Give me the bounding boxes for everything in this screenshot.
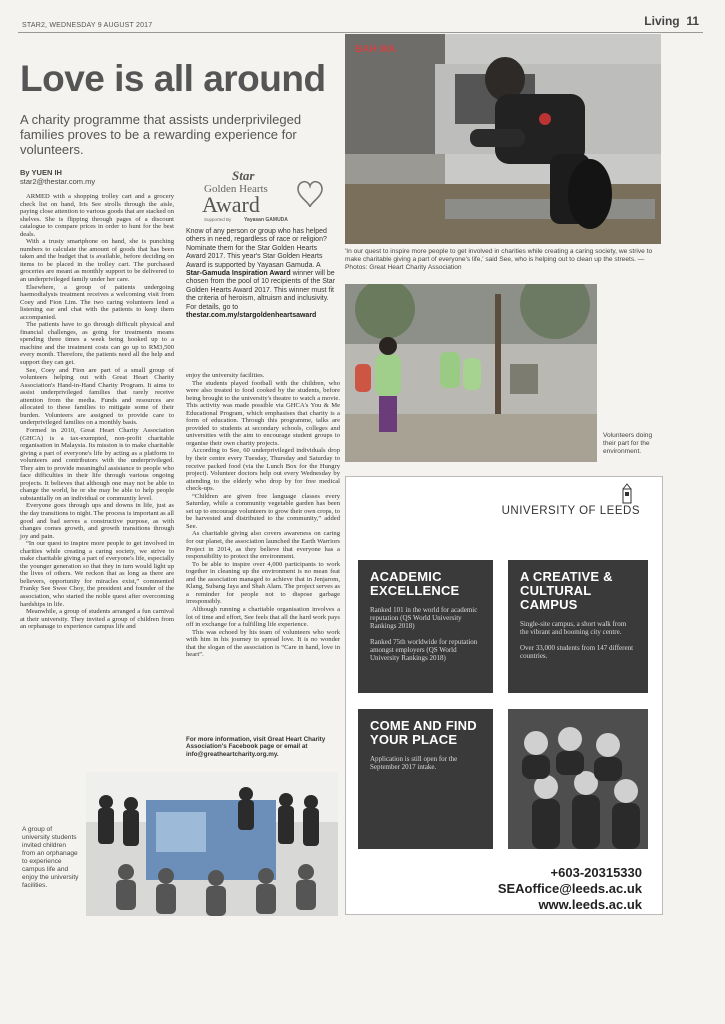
paragraph: “In our quest to inspire more people to get involved in charities while creating a caring society, we strive to make charitable giving a part of everyone's life, especially the younger generation so that they in turn would light up the lives of others. We reckon that as long as there are believers, opportunity for miracles exist,” commented Franky See Swee Choy, the president and founder of the association, who started the noble quest after overcoming hardships in life. xyxy=(20,540,174,608)
paragraph: With a trusty smartphone on hand, she is punching numbers to calculate the amount of goods that has been taken and the budget that is available, before deciding on items to be placed in the trolley cart. The purchased groceries are meant as monthly support to be delivered to an underprivileged family under her care. xyxy=(20,238,174,284)
tile-title: ACADEMIC EXCELLENCE xyxy=(370,569,460,598)
tile-text: Ranked 75th worldwide for reputation amongst employers (QS World University Rankings 2018) xyxy=(370,638,478,662)
bottom-photo-caption: A group of university students invited children from an orphanage to experience campus life and enjoy the university facilities. xyxy=(22,826,79,889)
students-children-photo xyxy=(86,772,338,916)
paragraph: Although running a charitable organisation involves a lot of time and effort, See feels that all the hard work pays off in exchange for a fulfilling life experience. xyxy=(186,605,340,629)
top-photo-caption: 'In our quest to inspire more people to get involved in charities while creating a caring society, we strive to make charitable giving a part of everyone's life,' said See, who is helping out to clean up the streets. — Photos: Great Heart Charity Association xyxy=(345,248,653,271)
academic-excellence-tile xyxy=(358,560,493,693)
section-label: Living 11 xyxy=(644,14,699,28)
award-logo-line1: Golden Hearts xyxy=(204,183,268,195)
byline-email: star2@thestar.com.my xyxy=(20,177,96,186)
header-rule xyxy=(18,32,703,33)
page-number: 11 xyxy=(686,14,699,28)
tile-text: Application is still open for the September 2017 intake. xyxy=(370,755,458,771)
photo-sign-text: BAH WA xyxy=(355,44,396,55)
edition-line: STAR2, WEDNESDAY 9 AUGUST 2017 xyxy=(22,22,153,29)
award-logo-supported: Supported By xyxy=(204,217,232,222)
tile-title: A CREATIVE & CULTURAL CAMPUS xyxy=(520,569,613,612)
paragraph: This was echoed by his team of volunteers who work with him in his journey to spread love. It is no wonder that the slogan of the association is “Care in hand, love in heart”. xyxy=(186,628,340,659)
paragraph: The patients have to go through difficult physical and financial challenges, as going for treatments means spending three times a week being hooked up to a machine and the treatment costs can go up to RM3,500 every month. Therefore, the patients need all the help and support they can get. xyxy=(20,321,174,367)
award-logo-line2: Award xyxy=(202,192,260,217)
university-of-leeds-ad xyxy=(345,476,663,915)
paragraph: enjoy the university facilities. xyxy=(186,372,265,379)
paragraph: Everyone goes through ups and downs in life, just as the day transitions to night. The process is important as all good and bad serves a constructive purpose, as with changes comes growth, and growth transitions through joy and pain. xyxy=(20,502,174,540)
golden-hearts-award-logo xyxy=(186,167,336,225)
byline: By YUEN IH star2@thestar.com.my xyxy=(20,168,96,186)
heart-icon xyxy=(298,182,322,207)
ad-phone: +603-20315330 xyxy=(550,865,642,880)
street-cleanup-photo xyxy=(345,34,661,244)
standfirst: A charity programme that assists underprivileged families proves to be a rewarding experience for volunteers. xyxy=(20,112,302,157)
headline: Love is all around xyxy=(20,58,326,99)
leeds-logo-text: UNIVERSITY OF LEEDS xyxy=(501,505,640,517)
ad-email[interactable]: SEAoffice@leeds.ac.uk xyxy=(497,881,642,896)
students-photo xyxy=(508,709,648,849)
paragraph: According to See, 60 underprivileged individuals drop by their centre every Tuesday, Thursday and Saturday to receive packed food (via the Lunch Box for the Hungry project). Volunteer doctors help out every Wednesday by attending to the elderly who drop by for free medical check-ups. xyxy=(186,447,340,493)
ad-website[interactable]: www.leeds.ac.uk xyxy=(538,897,642,912)
paragraph: “Children are given free language classes every Saturday, while a community vegetable garden has been set up to encourage volunteers to grow their own crops, to be harvested and distributed to the community,” added See. xyxy=(186,492,340,530)
paragraph: Meanwhile, a group of students arranged a fun carnival at their university. They invited a group of children from an orphanage to experience campus life and xyxy=(20,608,174,631)
paragraph: To be able to inspire over 4,000 participants to work together in cleaning up the environment is no mean feat and the association managed to achieve that in Jenjarom, Klang, Subang Jaya and Shah Alam. The project serves as a reminder for people not to dispose garbage irresponsibly. xyxy=(186,560,340,606)
find-your-place-tile xyxy=(358,709,493,849)
paragraph: Elsewhere, a group of patients undergoing haemodialysis treatment receives a welcoming visit from Coey and Fion Lim. The two caring volunteers lend a listening ear and chat with the patients to keep them accompanied. xyxy=(20,283,174,321)
award-description: Know of any person or group who has helped others in need, regardless of race or religion? Nominate them for the Star Golden Hearts Award 2017. This year's Star Golden Hearts Award is supported by Yayasan Gamuda. A Star-Gamuda Inspiration Award winner will be chosen from the pool of 10 recipients of the Star Golden Hearts Award 2017. This winner must fit the criteria of heroism, altruism and inclusivity. For details, go to thestar.com.my/stargoldenheartsaward xyxy=(186,228,336,320)
leeds-crest-icon xyxy=(616,483,638,505)
paragraph: ARMED with a shopping trolley cart and a grocery check list on hand, Iris See strolls through the aisle, paying close attention to various goods that are stacked on shelves. She is flipping through pages of a discount catalogue to compare prices in order to hunt for the best deals. xyxy=(20,193,174,238)
tile-text: Ranked 101 in the world for academic reputation (QS World University Rankings 2018) xyxy=(370,606,478,630)
middle-photo-caption: Volunteers doing their part for the environment. xyxy=(603,432,653,455)
paragraph: The students played football with the children, who were also treated to food cooked by the students, before being brought to the university's theatre to watch a movie. This activity was made possible via GHCA's You & Me Educational Program, which emphasises that charity is a form of education. Through this programme, talks are provided to students at secondary schools, colleges and universities with the aim to encourage student groups to organise their own charity projects. xyxy=(186,379,340,447)
volunteers-photo xyxy=(345,284,597,462)
paragraph: See, Coey and Fion are part of a small group of volunteers helping out with Great Heart Charity Association's Hand-in-Hand Charity Program. It aims to assist underprivileged families that rarely receive attention from the media. Funds and resources are allocated to these families to mitigate some of their burden. Volunteers are assigned to provide care to underprivileged families on a monthly basis. xyxy=(20,366,174,427)
paragraph: Formed in 2010, Great Heart Charity Association (GHCA) is a tax-exempted, non-profit charitable organisation in Malaysia. Its mission is to make charitable giving a part of everyone's life by acting as a platform to volunteers and contributors with the underprivileged. They aim to provide meaningful assistance to people who face difficulties in their life through various ongoing projects. It believes that although one may not be able to change the world, he or she may be able to help people substantially on an individual or community level. xyxy=(20,426,174,502)
tile-text: Over 33,000 students from 147 different countries. xyxy=(520,644,634,660)
tile-text: Single-site campus, a short walk from the vibrant and booming city centre. xyxy=(520,620,627,636)
award-url[interactable]: thestar.com.my/stargoldenheartsaward xyxy=(186,312,317,320)
article-column-2 xyxy=(186,372,340,659)
paragraph: As charitable giving also covers awareness on caring for our planet, the association launched the Earth Warriors Project in 2014, as they believe that everyone has a responsibility to protect the environment. xyxy=(186,530,340,561)
award-logo-star: Star xyxy=(232,168,255,183)
tile-title: COME AND FIND YOUR PLACE xyxy=(370,718,477,747)
creative-campus-tile xyxy=(508,560,648,693)
article-column-1 xyxy=(20,193,174,631)
more-info-note: For more information, visit Great Heart Charity Association's Facebook page or email at info@greatheartcharity.org.my. xyxy=(186,736,326,758)
award-logo-sponsor: Yayasan GAMUDA xyxy=(244,217,288,223)
